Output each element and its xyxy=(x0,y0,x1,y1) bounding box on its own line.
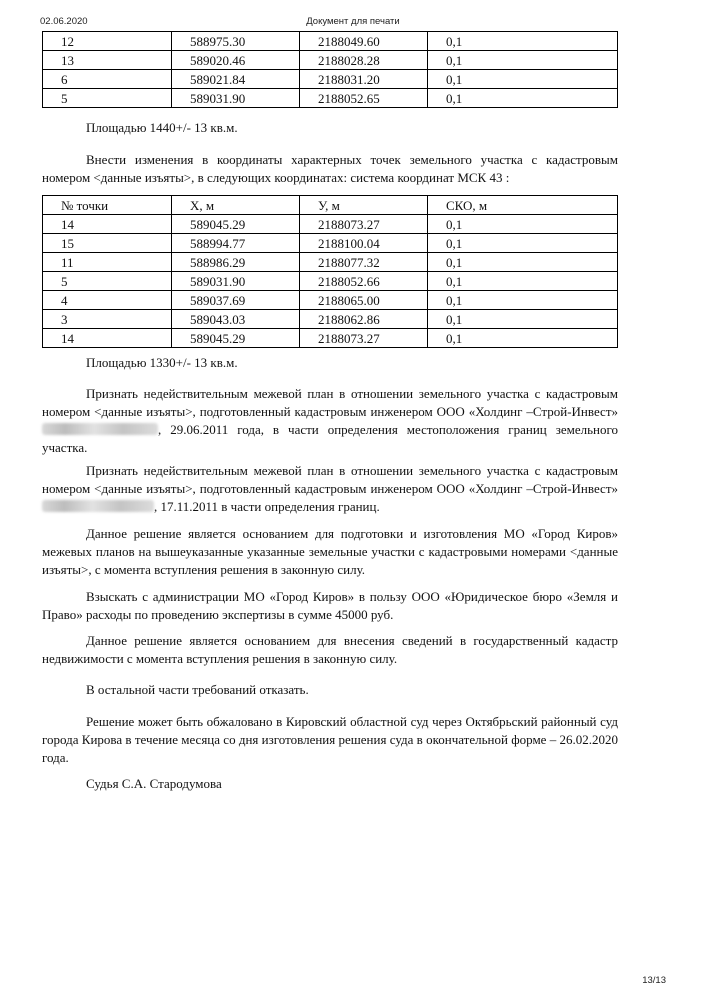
appeal-paragraph: Решение может быть обжаловано в Кировский областной суд через Октябрьский районный суд города Кирова в течение месяца со дня изготовления решения суда в окончательной форме – 26.02.2020 года. xyxy=(42,714,618,765)
table-cell-y: 2188028.28 xyxy=(300,51,428,70)
table-row xyxy=(43,215,618,234)
table-cell-point: 11 xyxy=(43,253,172,272)
page-number: 13/13 xyxy=(642,975,666,986)
table-cell-y: 2188052.65 xyxy=(300,89,428,108)
table-cell-point: 4 xyxy=(43,291,172,310)
table-cell-x: 589045.29 xyxy=(172,215,300,234)
table-row xyxy=(43,329,618,348)
table-cell-sko: 0,1 xyxy=(428,329,618,348)
table-cell-y: 2188049.60 xyxy=(300,32,428,51)
table-cell-sko: 0,1 xyxy=(428,32,618,51)
table-cell-x: 588994.77 xyxy=(172,234,300,253)
table-row xyxy=(43,51,618,70)
table-cell-sko: 0,1 xyxy=(428,272,618,291)
invalidate-plan-paragraph-1 xyxy=(42,385,618,457)
table-cell-x: 589045.29 xyxy=(172,329,300,348)
table-cell-point: 3 xyxy=(43,310,172,329)
table-cell-y: 2188100.04 xyxy=(300,234,428,253)
cadastre-paragraph: Данное решение является основанием для внесения сведений в государственный кадастр недвижимости с момента вступления решения в законную силу. xyxy=(42,633,618,666)
column-header-x: Х, м xyxy=(172,196,300,215)
table-cell-x: 588986.29 xyxy=(172,253,300,272)
coordinates-table-new xyxy=(42,195,618,348)
table-cell-sko: 0,1 xyxy=(428,215,618,234)
paragraph-text: Признать недействительным межевой план в отношении земельного участка с кадастровым номером <данные изъяты>, подготовленный кадастровым инженером ООО «Холдинг –Строй-Инвест» xyxy=(42,463,618,496)
table-cell-y: 2188031.20 xyxy=(300,70,428,89)
table-row xyxy=(43,291,618,310)
table-cell-x: 589021.84 xyxy=(172,70,300,89)
basis-paragraph: Данное решение является основанием для подготовки и изготовления МО «Город Киров» межевых планов на вышеуказанные указанные земельные участки с кадастровыми номерами <данные изъяты>, с момента вступления решения в законную силу. xyxy=(42,526,618,577)
table-cell-y: 2188052.66 xyxy=(300,272,428,291)
table-cell-point: 5 xyxy=(43,272,172,291)
table-cell-sko: 0,1 xyxy=(428,253,618,272)
print-header-title: Документ для печати xyxy=(306,16,400,27)
table-cell-y: 2188073.27 xyxy=(300,215,428,234)
table-cell-sko: 0,1 xyxy=(428,310,618,329)
table-cell-point: 14 xyxy=(43,329,172,348)
table-cell-y: 2188073.27 xyxy=(300,329,428,348)
table-cell-x: 589043.03 xyxy=(172,310,300,329)
paragraph-text: , 29.06.2011 года, в части определения местоположения границ земельного участка. xyxy=(42,422,618,455)
paragraph-text: , 17.11.2011 в части определения границ. xyxy=(154,499,380,514)
table-cell-x: 588975.30 xyxy=(172,32,300,51)
table-cell-y: 2188062.86 xyxy=(300,310,428,329)
area-statement-1: Площадью 1440+/- 13 кв.м. xyxy=(86,120,238,135)
table-row xyxy=(43,234,618,253)
table-row xyxy=(43,70,618,89)
denied-paragraph: В остальной части требований отказать. xyxy=(86,682,309,697)
table-row xyxy=(43,253,618,272)
redacted-name-blur xyxy=(42,500,154,512)
area-statement-2: Площадью 1330+/- 13 кв.м. xyxy=(86,355,238,370)
table-cell-x: 589031.90 xyxy=(172,89,300,108)
table-row xyxy=(43,32,618,51)
change-coordinates-paragraph: Внести изменения в координаты характерных точек земельного участка с кадастровым номером <данные изъяты>, в следующих координатах: система координат МСК 43 : xyxy=(42,152,618,185)
table-row xyxy=(43,310,618,329)
table-cell-x: 589020.46 xyxy=(172,51,300,70)
table-cell-point: 14 xyxy=(43,215,172,234)
table-header-row xyxy=(43,196,618,215)
table-cell-x: 589037.69 xyxy=(172,291,300,310)
judge-signature: Судья С.А. Стародумова xyxy=(86,776,222,791)
column-header-sko: СКО, м xyxy=(428,196,618,215)
coordinates-table-previous xyxy=(42,31,618,108)
column-header-y: У, м xyxy=(300,196,428,215)
recover-costs-paragraph: Взыскать с администрации МО «Город Киров» в пользу ООО «Юридическое бюро «Земля и Право» расходы по проведению экспертизы в сумме 45000 руб. xyxy=(42,589,618,622)
table-cell-y: 2188065.00 xyxy=(300,291,428,310)
table-cell-y: 2188077.32 xyxy=(300,253,428,272)
table-cell-sko: 0,1 xyxy=(428,89,618,108)
table-cell-sko: 0,1 xyxy=(428,234,618,253)
table-cell-point: 6 xyxy=(43,70,172,89)
redacted-name-blur xyxy=(42,423,158,435)
table-cell-sko: 0,1 xyxy=(428,291,618,310)
print-date: 02.06.2020 xyxy=(40,16,88,27)
paragraph-text: Признать недействительным межевой план в отношении земельного участка с кадастровым номером <данные изъяты>, подготовленный кадастровым инженером ООО «Холдинг –Строй-Инвест» xyxy=(42,386,618,419)
table-row xyxy=(43,89,618,108)
table-cell-point: 13 xyxy=(43,51,172,70)
table-cell-sko: 0,1 xyxy=(428,70,618,89)
column-header-point: № точки xyxy=(43,196,172,215)
table-cell-point: 5 xyxy=(43,89,172,108)
table-cell-x: 589031.90 xyxy=(172,272,300,291)
table-cell-point: 12 xyxy=(43,32,172,51)
table-row xyxy=(43,272,618,291)
table-cell-sko: 0,1 xyxy=(428,51,618,70)
table-cell-point: 15 xyxy=(43,234,172,253)
invalidate-plan-paragraph-2 xyxy=(42,462,618,516)
